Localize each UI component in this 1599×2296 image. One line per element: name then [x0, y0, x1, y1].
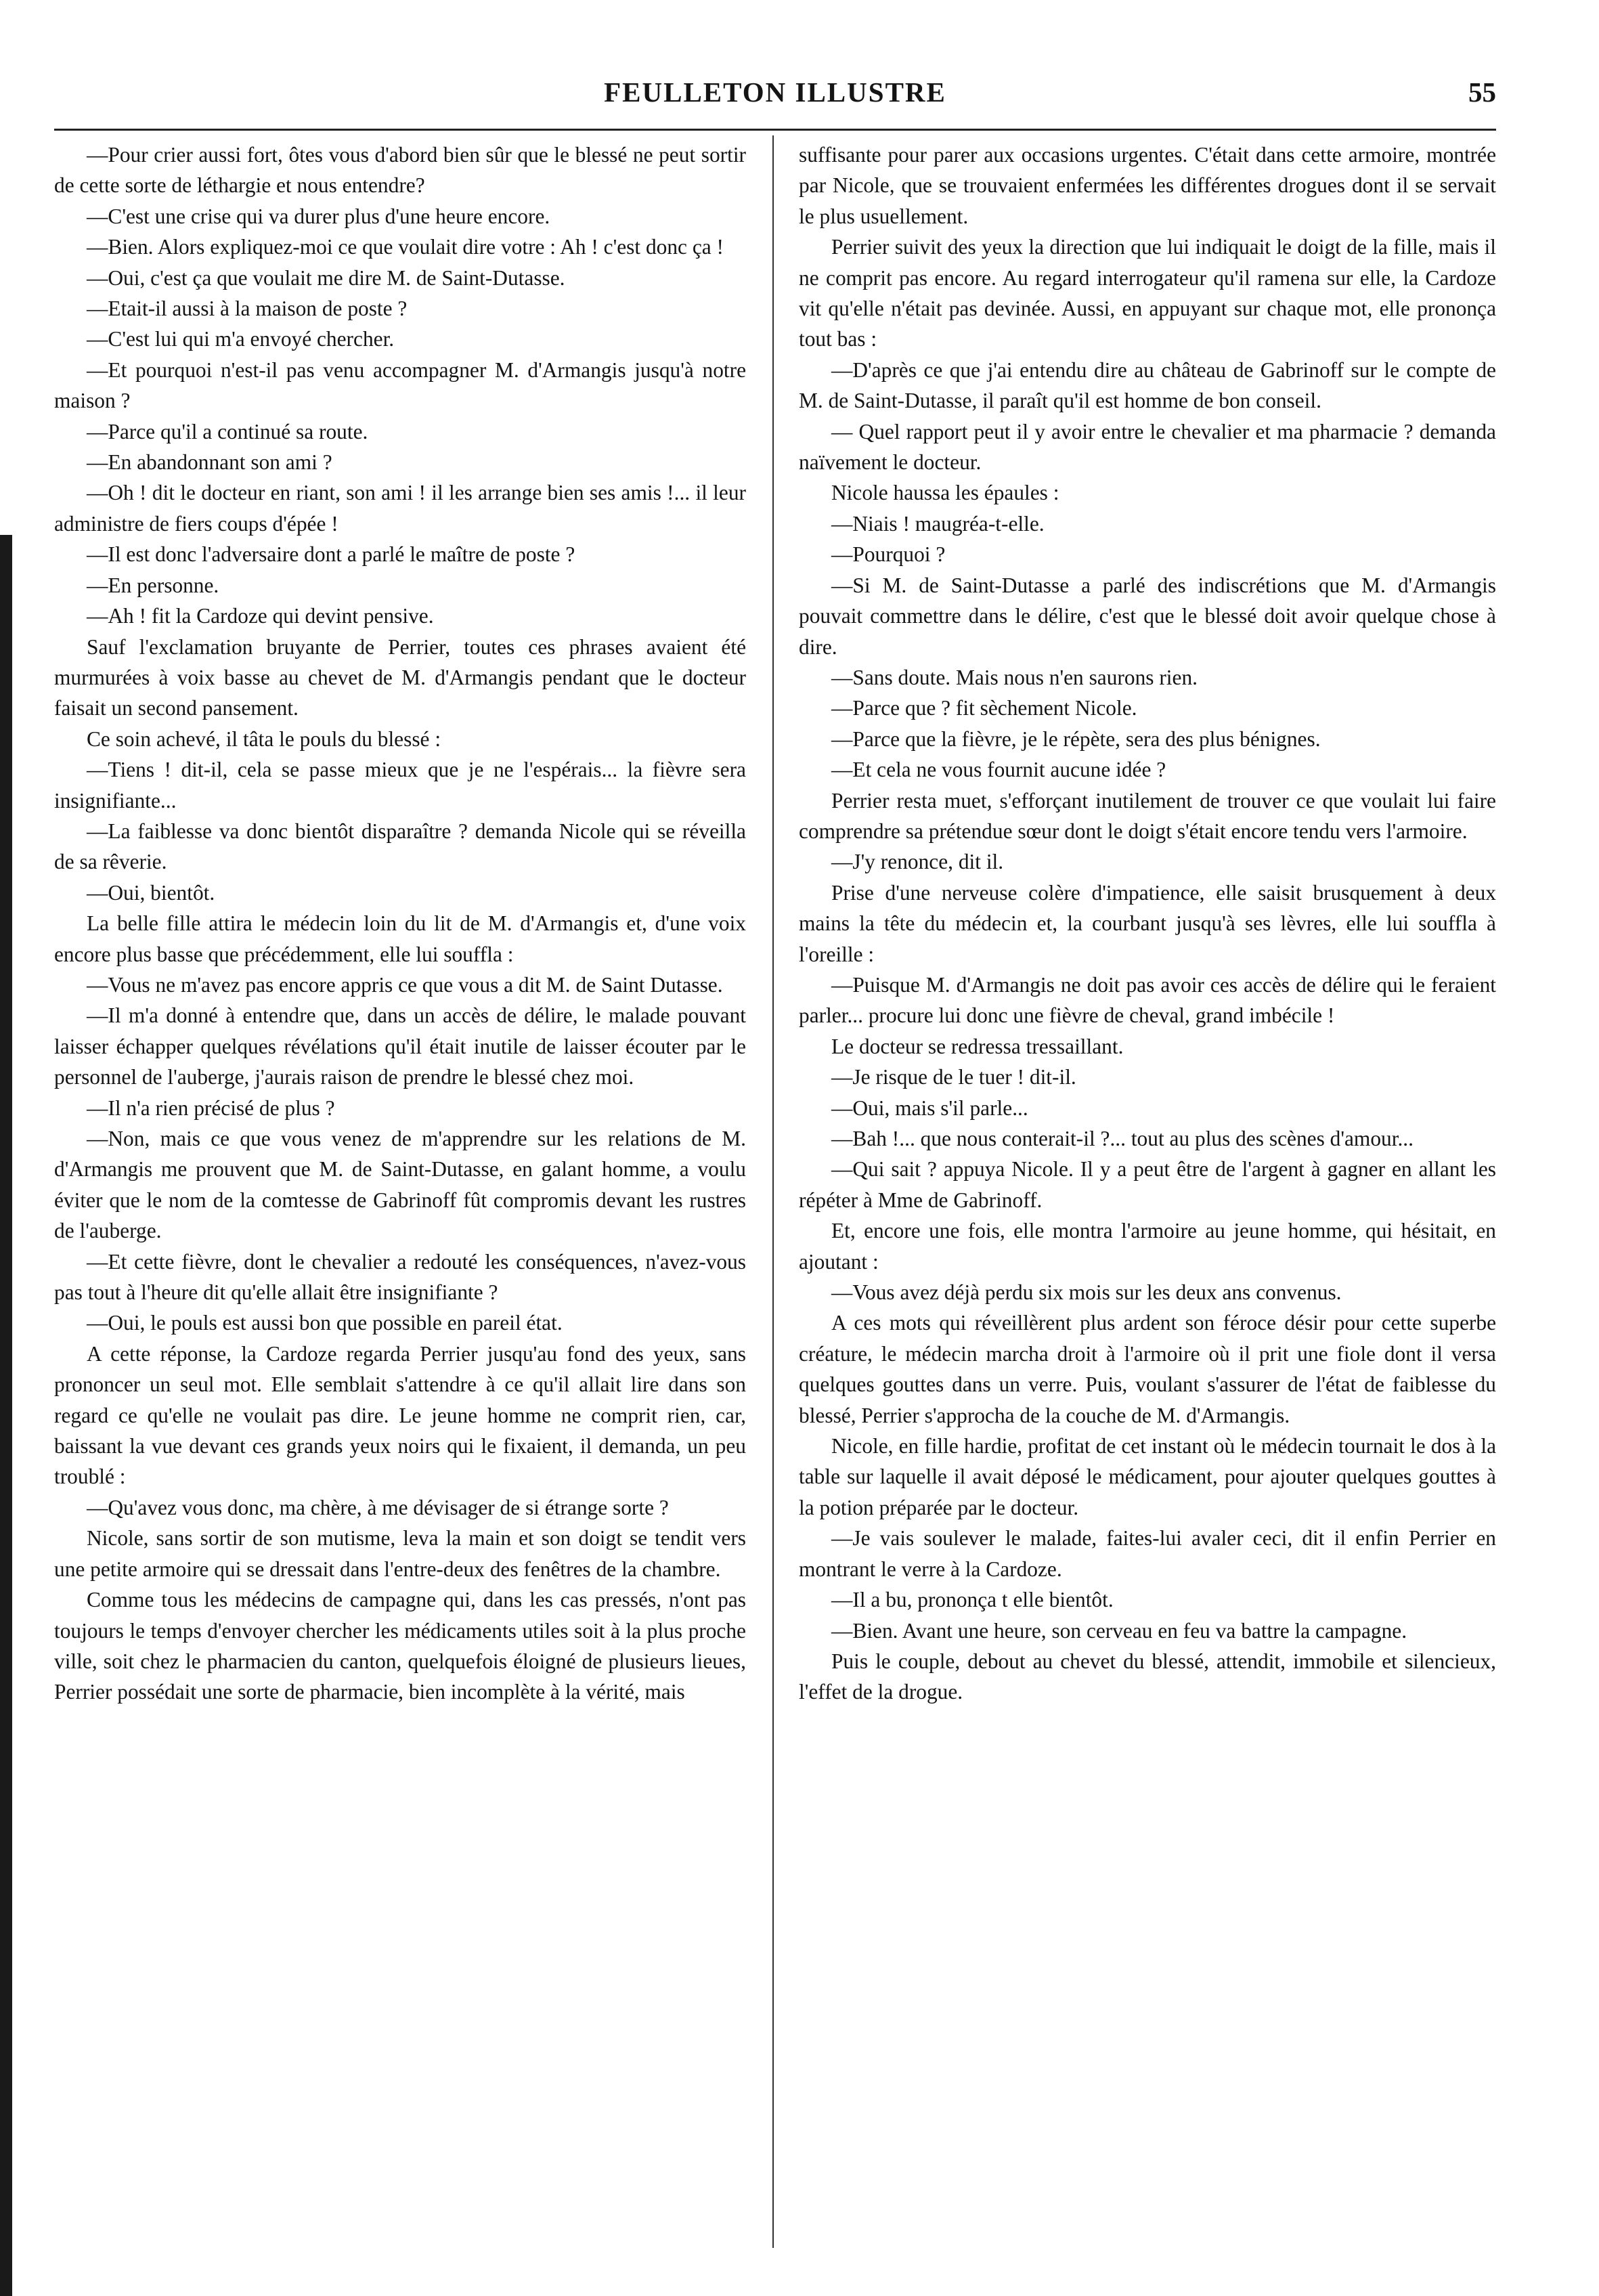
paragraph: —C'est lui qui m'a envoyé chercher.: [87, 327, 395, 351]
paragraph: —Oui, c'est ça que voulait me dire M. de Saint-Dutasse.: [87, 265, 565, 290]
column-divider: [772, 135, 774, 2248]
paragraph: —Vous avez déjà perdu six mois sur les deux ans convenus.: [831, 1280, 1342, 1305]
paragraph: Nicole, en fille hardie, profitat de cet instant où le médecin tournait le dos à la table sur laquelle il avait déposé le médicament, pour ajouter quelques gouttes à la potion préparée par le docteur.: [799, 1434, 1496, 1519]
paragraph: —J'y renonce, dit il.: [831, 850, 1004, 874]
paragraph: —Parce que la fièvre, je le répète, sera des plus bénignes.: [831, 727, 1321, 751]
paragraph: Comme tous les médecins de campagne qui, dans les cas pressés, n'ont pas toujours le temps d'envoyer chercher les médicaments utiles soit à la plus proche ville, soit chez le pharmacien du canton, quelquefois éloigné de plusieurs lieues, Perrier possédait une sorte de pharmacie, bien incomplète à la vérité, mais: [54, 1588, 746, 1704]
paragraph: —Non, mais ce que vous venez de m'apprendre sur les relations de M. d'Armangis me prouvent que M. de Saint-Dutasse, en galant homme, a voulu éviter que le nom de la comtesse de Gabrinoff fût compromis devant les rustres de l'auberge.: [54, 1127, 746, 1243]
paragraph: —Niais ! maugréa-t-elle.: [831, 511, 1045, 536]
paragraph: Perrier resta muet, s'efforçant inutilement de trouver ce que voulait lui faire comprendre sa prétendue sœur dont le doigt s'était encore tendu vers l'armoire.: [799, 788, 1496, 843]
paragraph: —Sans doute. Mais nous n'en saurons rien.: [831, 665, 1198, 689]
paragraph: —C'est une crise qui va durer plus d'une heure encore.: [87, 204, 550, 228]
paragraph: —Parce qu'il a continué sa route.: [87, 419, 368, 443]
paragraph: —Il n'a rien précisé de plus ?: [87, 1096, 335, 1120]
paragraph: —Et cette fièvre, dont le chevalier a redouté les conséquences, n'avez-vous pas tout à l'heure dit qu'elle allait être insignifiante ?: [54, 1249, 746, 1305]
paragraph: —La faiblesse va donc bientôt disparaître ? demanda Nicole qui se réveilla de sa rêverie.: [54, 819, 746, 874]
paragraph: —Oh ! dit le docteur en riant, son ami ! il les arrange bien ses amis !... il leur administre de fiers coups d'épée !: [54, 481, 746, 536]
paragraph: —Bah !... que nous conterait-il ?... tout au plus des scènes d'amour...: [831, 1127, 1414, 1150]
paragraph: — Quel rapport peut il y avoir entre le chevalier et ma pharmacie ? demanda naïvement le docteur.: [799, 419, 1496, 475]
paragraph: —Oui, le pouls est aussi bon que possible en pareil état.: [87, 1311, 563, 1335]
paragraph: Perrier suivit des yeux la direction que lui indiquait le doigt de la fille, mais il ne comprit pas encore. Au regard interrogateur qu'il ramena sur elle, la Cardoze vit qu'elle n'était pas devinée. Aussi, en appuyant sur chaque mot, elle prononça tout bas :: [799, 235, 1496, 351]
paragraph: —Parce que ? fit sèchement Nicole.: [831, 696, 1137, 720]
paragraph: —Etait-il aussi à la maison de poste ?: [87, 297, 408, 321]
page-header: [54, 76, 1496, 116]
paragraph: —Oui, bientôt.: [87, 880, 215, 905]
paragraph: Sauf l'exclamation bruyante de Perrier, toutes ces phrases avaient été murmurées à voix basse au chevet de M. d'Armangis pendant que le docteur faisait un second pansement.: [54, 634, 746, 720]
paragraph: —Tiens ! dit-il, cela se passe mieux que je ne l'espérais... la fièvre sera insignifiante...: [54, 758, 746, 813]
paragraph: Ce soin achevé, il tâta le pouls du blessé :: [87, 727, 441, 751]
paragraph: Nicole, sans sortir de son mutisme, leva la main et son doigt se tendit vers une petite armoire qui se dressait dans l'entre-deux des fenêtres de la chambre.: [54, 1526, 746, 1581]
paragraph: —Ah ! fit la Cardoze qui devint pensive.: [87, 604, 434, 628]
paragraph: Puis le couple, debout au chevet du blessé, attendit, immobile et silencieux, l'effet de la drogue.: [799, 1649, 1496, 1704]
header-rule: [54, 129, 1496, 131]
paragraph: —Oui, mais s'il parle...: [831, 1096, 1028, 1120]
paragraph: —Qui sait ? appuya Nicole. Il y a peut être de l'argent à gagner en allant les répéter à Mme de Gabrinoff.: [799, 1157, 1496, 1212]
scan-edge: [0, 535, 12, 2296]
paragraph: —Et cela ne vous fournit aucune idée ?: [831, 758, 1166, 782]
left-column: [54, 139, 746, 1708]
paragraph: —Il est donc l'adversaire dont a parlé le maître de poste ?: [87, 542, 575, 567]
paragraph: —Puisque M. d'Armangis ne doit pas avoir ces accès de délire qui le feraient parler... procure lui donc une fièvre de cheval, grand imbécile !: [799, 972, 1496, 1028]
page-number: 55: [1468, 77, 1496, 108]
paragraph: —En personne.: [87, 573, 219, 597]
paragraph: —Bien. Alors expliquez-moi ce que voulait dire votre : Ah ! c'est donc ça !: [87, 235, 724, 259]
paragraph: —Pour crier aussi fort, ôtes vous d'abord bien sûr que le blessé ne peut sortir de cette sorte de léthargie et nous entendre?: [54, 143, 746, 198]
paragraph: A ces mots qui réveillèrent plus ardent son féroce désir pour cette superbe créature, le médecin marcha droit à l'armoire où il prit une fiole dont il versa quelques gouttes dans un verre. Puis, voulant s'assurer de l'état de faiblesse du blessé, Perrier s'approcha de la couche de M. d'Armangis.: [799, 1311, 1496, 1427]
paragraph: —Je risque de le tuer ! dit-il.: [831, 1065, 1076, 1089]
paragraph: suffisante pour parer aux occasions urgentes. C'était dans cette armoire, montrée par Nicole, que se trouvaient enfermées les différentes drogues dont il se servait le plus usuellement.: [799, 143, 1496, 228]
paragraph: —Je vais soulever le malade, faites-lui avaler ceci, dit il enfin Perrier en montrant le verre à la Cardoze.: [799, 1526, 1496, 1581]
paragraph: A cette réponse, la Cardoze regarda Perrier jusqu'au fond des yeux, sans prononcer un seul mot. Elle semblait s'attendre à ce qu'il allait lire dans son regard ce qu'elle ne voulait pas dire. Le jeune homme ne comprit rien, car, baissant la vue devant ces grands yeux noirs qui le fixaient, il demanda, un peu troublé :: [54, 1341, 746, 1489]
paragraph: —En abandonnant son ami ?: [87, 450, 332, 475]
paragraph: —D'après ce que j'ai entendu dire au château de Gabrinoff sur le compte de M. de Saint-Dutasse, il paraît qu'il est homme de bon conseil.: [799, 358, 1496, 413]
paragraph: —Il m'a donné à entendre que, dans un accès de délire, le malade pouvant laisser échapper quelques révélations qu'il était inutile de laisser écouter par le personnel de l'auberge, j'aurais raison de prendre le blessé chez moi.: [54, 1003, 746, 1089]
paragraph: —Et pourquoi n'est-il pas venu accompagner M. d'Armangis jusqu'à notre maison ?: [54, 358, 746, 413]
paragraph: Et, encore une fois, elle montra l'armoire au jeune homme, qui hésitait, en ajoutant :: [799, 1219, 1496, 1274]
paragraph: Le docteur se redressa tressaillant.: [831, 1034, 1124, 1058]
paragraph: —Qu'avez vous donc, ma chère, à me dévisager de si étrange sorte ?: [87, 1495, 669, 1519]
paragraph: —Si M. de Saint-Dutasse a parlé des indiscrétions que M. d'Armangis pouvait commettre dans le délire, c'est que le blessé doit avoir quelque chose à dire.: [799, 573, 1496, 659]
paragraph: —Vous ne m'avez pas encore appris ce que vous a dit M. de Saint Dutasse.: [87, 972, 723, 997]
paragraph: La belle fille attira le médecin loin du lit de M. d'Armangis et, d'une voix encore plus basse que précédemment, elle lui souffla :: [54, 911, 746, 966]
paragraph: Prise d'une nerveuse colère d'impatience, elle saisit brusquement à deux mains la tête du médecin et, la courbant jusqu'à ses lèvres, elle lui souffla à l'oreille :: [799, 880, 1496, 966]
paragraph: —Il a bu, prononça t elle bientôt.: [831, 1588, 1114, 1612]
running-title: FEULLETON ILLUSTRE: [604, 77, 946, 108]
paragraph: —Pourquoi ?: [831, 542, 946, 567]
paragraph: —Bien. Avant une heure, son cerveau en feu va battre la campagne.: [831, 1618, 1407, 1643]
right-column: [799, 139, 1496, 1708]
paragraph: Nicole haussa les épaules :: [831, 481, 1059, 505]
